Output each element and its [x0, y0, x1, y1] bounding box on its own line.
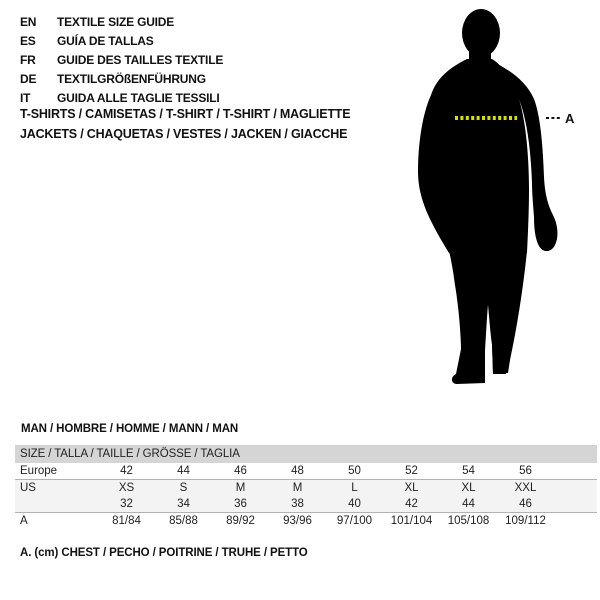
language-title: GUIDA ALLE TAGLIE TESSILI	[57, 91, 220, 105]
size-table	[15, 445, 597, 529]
table-row-us	[15, 479, 597, 496]
size-cell: M	[292, 482, 303, 494]
size-cell: 34	[177, 498, 190, 510]
language-code: FR	[20, 53, 36, 67]
size-cell: L	[351, 482, 358, 494]
size-cell: M	[235, 482, 246, 494]
language-title: TEXTILGRÖßENFÜHRUNG	[57, 72, 206, 86]
size-cell: 89/92	[226, 515, 255, 527]
list-item	[20, 13, 223, 32]
size-cell: 42	[120, 465, 133, 477]
language-code: DE	[20, 72, 37, 86]
silhouette-shape	[418, 9, 557, 384]
size-cell: 48	[291, 465, 304, 477]
list-item	[20, 32, 223, 51]
language-title: TEXTILE SIZE GUIDE	[57, 15, 175, 29]
size-cell: 50	[348, 465, 361, 477]
size-cell: 85/88	[169, 515, 198, 527]
size-cell: 93/96	[283, 515, 312, 527]
size-cell: 54	[462, 465, 475, 477]
category-jackets: JACKETS / CHAQUETAS / VESTES / JACKEN / GIACCHE	[20, 126, 348, 141]
row-label: A	[20, 515, 28, 527]
size-cell: 38	[291, 498, 304, 510]
row-label: Europe	[20, 465, 58, 477]
row-label: US	[20, 482, 36, 494]
list-item	[20, 51, 223, 70]
size-cell: XXL	[514, 482, 537, 494]
size-cell: 36	[234, 498, 247, 510]
section-title-man: MAN / HOMBRE / HOMME / MANN / MAN	[21, 423, 239, 435]
language-code: IT	[20, 91, 31, 105]
size-cell: S	[179, 482, 188, 494]
size-cell: XL	[461, 482, 476, 494]
language-code: EN	[20, 15, 37, 29]
size-cell: XL	[404, 482, 419, 494]
language-list	[20, 13, 223, 108]
size-cell: 105/108	[447, 515, 490, 527]
table-header: SIZE / TALLA / TAILLE / GRÖSSE / TAGLIA	[15, 445, 597, 463]
language-title: GUIDE DES TAILLES TEXTILE	[57, 53, 224, 67]
size-cell: 44	[177, 465, 190, 477]
size-cell: 101/104	[390, 515, 433, 527]
language-title: GUÍA DE TALLAS	[57, 34, 154, 48]
size-cell: 42	[405, 498, 418, 510]
category-tshirts: T-SHIRTS / CAMISETAS / T-SHIRT / T-SHIRT / MAGLIETTE	[20, 107, 351, 121]
size-cell: 40	[348, 498, 361, 510]
size-cell: 97/100	[336, 515, 373, 527]
size-cell: 109/112	[505, 515, 546, 527]
size-cell: 44	[462, 498, 475, 510]
table-row-chest-a	[15, 512, 597, 529]
size-cell: 81/84	[112, 515, 141, 527]
list-item	[20, 70, 223, 89]
size-cell: 32	[120, 498, 133, 510]
language-code: ES	[20, 34, 36, 48]
size-cell: 46	[234, 465, 247, 477]
measure-label-a: A	[565, 111, 575, 126]
man-silhouette	[405, 5, 580, 395]
size-cell: 52	[405, 465, 418, 477]
size-cell: 56	[519, 465, 532, 477]
size-cell: 46	[519, 498, 532, 510]
table-row-europe	[15, 463, 597, 479]
measurement-footnote: A. (cm) CHEST / PECHO / POITRINE / TRUHE / PETTO	[20, 547, 308, 559]
garment-categories	[20, 105, 350, 144]
size-cell: XS	[118, 482, 135, 494]
table-row-numeric	[15, 496, 597, 512]
